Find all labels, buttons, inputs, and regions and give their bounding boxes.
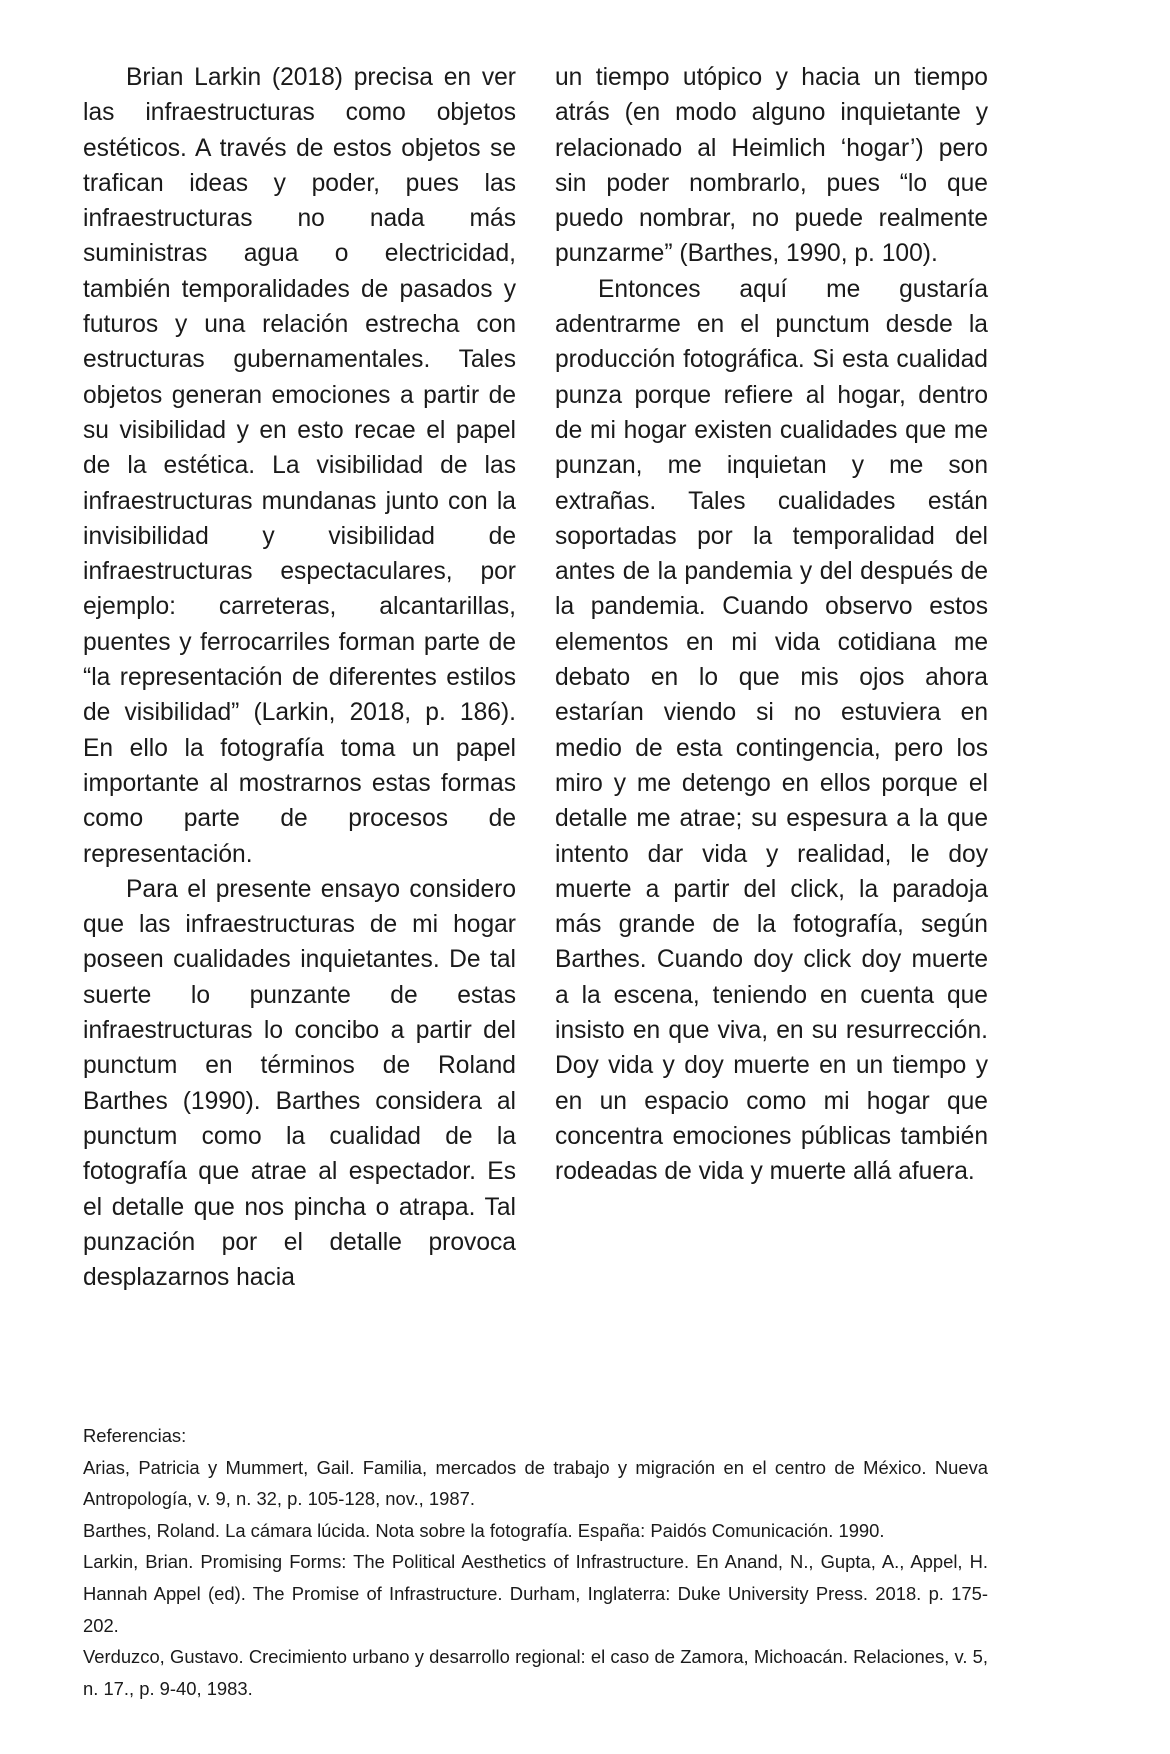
right-column [555,60,988,1295]
references-heading: Referencias: [83,1425,187,1446]
paragraph: Para el presente ensayo considero que las infraestructuras de mi hogar poseen cualidades inquietantes. De tal suerte lo punzante de estas infraestructuras lo concibo a partir del punctum en términos de Roland Barthes (1990). Barthes considera al punctum como la cualidad de la fotografía que atrae al espectador. Es el detalle que nos pincha o atrapa. Tal punzación por el detalle provoca desplazarnos hacia [83,875,516,1292]
paragraph: Brian Larkin (2018) precisa en ver las infraestructuras como objetos estéticos. A través de estos objetos se trafican ideas y poder, pues las infraestructuras no nada más suministras agua o electricidad, también temporalidades de pasados y futuros y una relación estrecha con estructuras gubernamentales. Tales objetos generan emociones a partir de su visibilidad y en esto recae el papel de la estética. La visibilidad de las infraestructuras mundanas junto con la invisibilidad y visibilidad de infraestructuras espectaculares, por ejemplo: carreteras, alcantarillas, puentes y ferrocarriles forman parte de “la representación de diferentes estilos de visibilidad” (Larkin, 2018, p. 186). En ello la fotografía toma un papel importante al mostrarnos estas formas como parte de procesos de representación. [83,64,516,868]
left-column [83,60,516,1295]
paragraph-continuation: un tiempo utópico y hacia un tiempo atrás (en modo alguno inquietante y relacionado al Heimlich ‘hogar’) pero sin poder nombrarlo, pues “lo que puedo nombrar, no puede realmente punzarme” (Barthes, 1990, p. 100). [555,64,988,268]
reference-item: Verduzco, Gustavo. Crecimiento urbano y desarrollo regional: el caso de Zamora, Michoacán. Relaciones, v. 5, n. 17., p. 9-40, 1983. [83,1646,988,1699]
reference-item: Arias, Patricia y Mummert, Gail. Familia, mercados de trabajo y migración en el centro de México. Nueva Antropología, v. 9, n. 32, p. 105-128, nov., 1987. [83,1456,988,1510]
body-columns [83,60,988,1295]
reference-item: Larkin, Brian. Promising Forms: The Political Aesthetics of Infrastructure. En Anand, N., Gupta, A., Appel, H. Hannah Appel (ed). The Promise of Infrastructure. Durham, Inglaterra: Duke University Press. 2018. p. 175-202. [83,1551,988,1636]
reference-item: Barthes, Roland. La cámara lúcida. Nota sobre la fotografía. España: Paidós Comunicación. 1990. [83,1519,885,1541]
references-section [83,1420,988,1704]
paragraph: Entonces aquí me gustaría adentrarme en el punctum desde la producción fotográfica. Si esta cualidad punza porque refiere al hogar, dentro de mi hogar existen cualidades que me punzan, me inquietan y me son extrañas. Tales cualidades están soportadas por la temporalidad del antes de la pandemia y del después de la pandemia. Cuando observo estos elementos en mi vida cotidiana me debato en lo que mis ojos ahora estarían viendo si no estuviera en medio de esta contingencia, pero los miro y me detengo en ellos porque el detalle me atrae; su espesura a la que intento dar vida y realidad, le doy muerte a partir del click, la paradoja más grande de la fotografía, según Barthes. Cuando doy click doy muerte a la escena, teniendo en cuenta que insisto en que viva, en su resurrección. Doy vida y doy muerte en un tiempo y en un espacio como mi hogar que concentra emociones públicas también rodeadas de vida y muerte allá afuera. [555,275,988,1186]
